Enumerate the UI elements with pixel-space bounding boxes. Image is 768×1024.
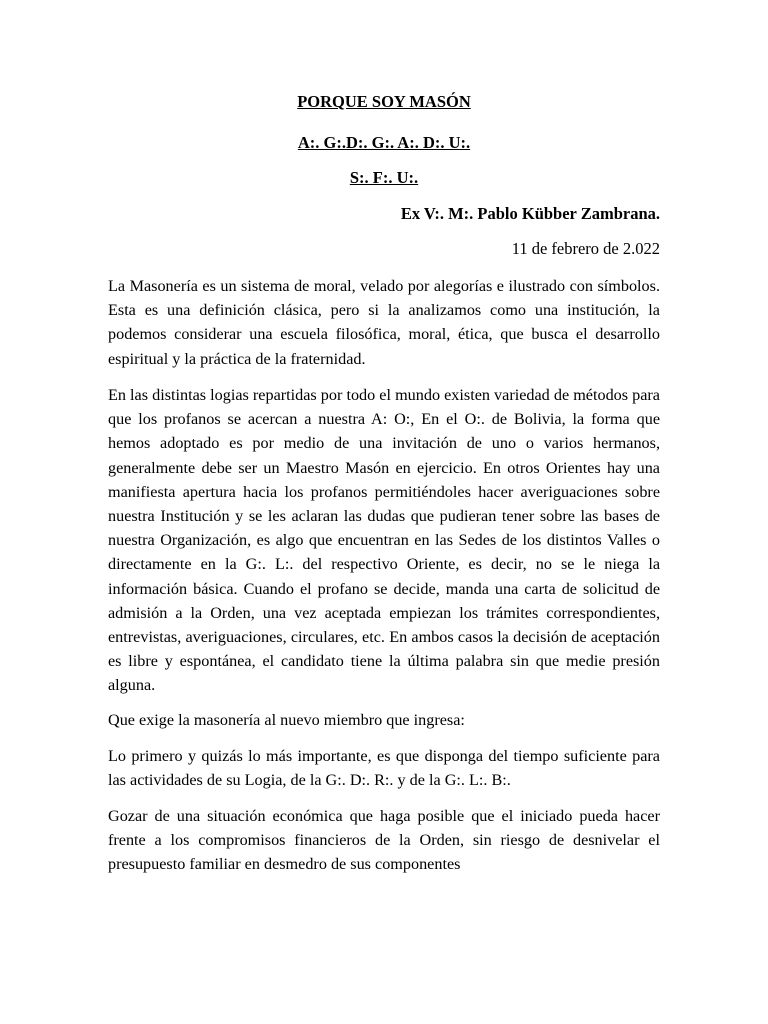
paragraph-text: Que exige la masonería al nuevo miembro que ingresa: bbox=[108, 711, 465, 729]
salutation-line: S:. F:. U:. bbox=[349, 168, 419, 187]
paragraph-3 bbox=[108, 708, 660, 732]
paragraph-4 bbox=[108, 744, 660, 792]
paragraph-5 bbox=[108, 804, 660, 877]
date-line: 11 de febrero de 2.022 bbox=[511, 239, 660, 258]
paragraph-text: Gozar de una situación económica que haga posible que el iniciado pueda hacer frente a los compromisos financieros de la Orden, sin riesgo de desnivelar el presupuesto familiar en desmedro de sus componentes bbox=[108, 807, 660, 874]
paragraph-text: En las distintas logias repartidas por todo el mundo existen variedad de métodos para que los profanos se acercan a nuestra A: O:, En el O:. de Bolivia, la forma que hemos adoptado es por medio de una invitación de uno o varios hermanos, generalmente debe ser un Maestro Masón en ejercicio. En otros Orientes hay una manifiesta apertura hacia los profanos permitiéndoles hacer averiguaciones sobre nuestra Institución y se les aclaran las dudas que pudieran tener sobre las bases de nuestra Organización, es algo que encuentran en las Sedes de los distintos Valles o directamente en la G:. L:. del respectivo Oriente, es decir, no se le niega la información básica. Cuando el profano se decide, manda una carta de solicitud de admisión a la Orden, una vez aceptada empiezan los trámites correspondientes, entrevistas, averiguaciones, circulares, etc. En ambos casos la decisión de aceptación es libre y espontánea, el candidato tiene la última palabra sin que medie presión alguna. bbox=[108, 386, 660, 695]
paragraph-2 bbox=[108, 383, 660, 698]
paragraph-text: La Masonería es un sistema de moral, velado por alegorías e ilustrado con símbolos. Esta es una definición clásica, pero si la analizamos como una institución, la podemos considerar una escuela filosófica, moral, ética, que busca el desarrollo espiritual y la práctica de la fraternidad. bbox=[108, 277, 660, 368]
invocation-line: A:. G:.D:. G:. A:. D:. U:. bbox=[297, 133, 471, 152]
paragraph-1 bbox=[108, 274, 660, 371]
document-title: PORQUE SOY MASÓN bbox=[297, 92, 471, 111]
author-line: Ex V:. M:. Pablo Kübber Zambrana. bbox=[400, 204, 660, 223]
paragraph-text: Lo primero y quizás lo más importante, es que disponga del tiempo suficiente para las actividades de su Logia, de la G:. D:. R:. y de la G:. L:. B:. bbox=[108, 747, 660, 790]
